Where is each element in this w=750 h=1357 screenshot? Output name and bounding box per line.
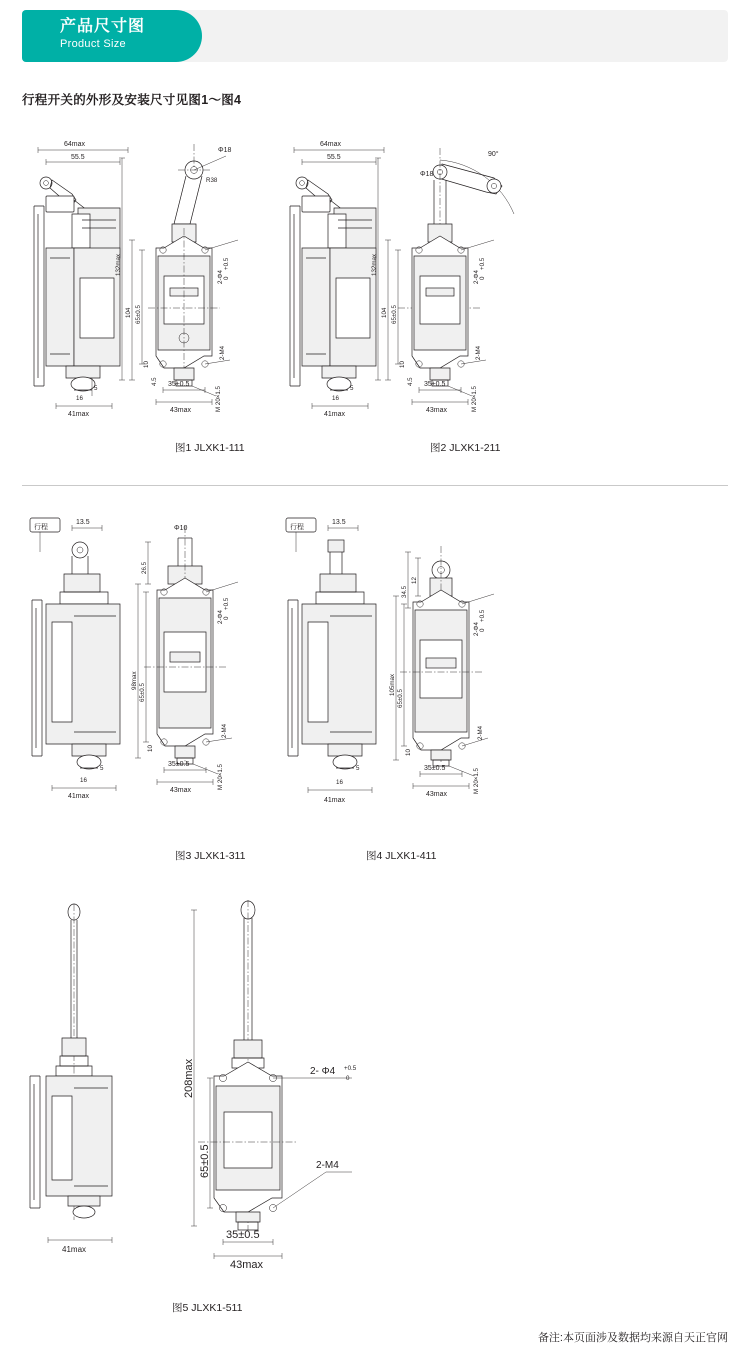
- svg-text:104: 104: [125, 307, 132, 318]
- intro-text: 行程开关的外形及安装尺寸见图1～图4: [22, 93, 242, 107]
- svg-text:41max: 41max: [68, 411, 90, 418]
- header-title-cn: 产品尺寸图: [60, 18, 146, 35]
- svg-text:65±0.5: 65±0.5: [135, 305, 142, 324]
- svg-text:10: 10: [399, 361, 406, 368]
- svg-text:13.5: 13.5: [332, 519, 346, 526]
- svg-text:+0.5: +0.5: [223, 597, 230, 610]
- svg-text:132max: 132max: [115, 253, 122, 276]
- svg-text:2-Φ4: 2-Φ4: [473, 270, 480, 284]
- svg-text:34.5: 34.5: [401, 585, 408, 598]
- figure-2-caption: 图2 JLXK1-211: [430, 442, 501, 454]
- svg-text:43max: 43max: [426, 407, 448, 414]
- svg-text:43max: 43max: [230, 1259, 264, 1271]
- svg-text:65±0.5: 65±0.5: [199, 1144, 211, 1178]
- svg-text:41max: 41max: [324, 411, 346, 418]
- svg-text:55.5: 55.5: [327, 154, 341, 161]
- svg-text:90°: 90°: [488, 151, 499, 158]
- svg-text:13.5: 13.5: [76, 519, 90, 526]
- svg-text:行程: 行程: [290, 524, 304, 531]
- svg-text:行程: 行程: [34, 524, 48, 531]
- svg-text:0: 0: [223, 616, 230, 620]
- header-title-en: Product Size: [60, 38, 126, 50]
- svg-text:10: 10: [405, 749, 412, 756]
- svg-text:16: 16: [76, 395, 83, 402]
- svg-text:R38: R38: [206, 177, 218, 184]
- svg-text:0: 0: [479, 628, 486, 632]
- svg-text:16: 16: [80, 777, 87, 784]
- svg-text:16: 16: [332, 395, 339, 402]
- svg-text:M 20×1.5: M 20×1.5: [471, 386, 478, 412]
- svg-text:16: 16: [336, 779, 343, 786]
- svg-text:64max: 64max: [320, 141, 342, 148]
- svg-text:2-M4: 2-M4: [477, 725, 484, 740]
- svg-text:35±0.5: 35±0.5: [424, 381, 446, 388]
- svg-text:Φ18: Φ18: [218, 147, 232, 154]
- figure-5-drawing: [16, 890, 436, 1310]
- svg-text:65±0.5: 65±0.5: [139, 683, 146, 702]
- page-footnote: 备注:本页面涉及数据均来源自天正官网: [537, 1332, 728, 1344]
- svg-text:10: 10: [147, 745, 154, 752]
- svg-text:208max: 208max: [183, 1058, 195, 1098]
- svg-text:M 20×1.5: M 20×1.5: [473, 768, 480, 794]
- svg-text:35±0.5: 35±0.5: [168, 761, 190, 768]
- svg-text:2-Φ4: 2-Φ4: [217, 610, 224, 624]
- svg-text:Φ10: Φ10: [174, 525, 188, 532]
- svg-text:35±0.5: 35±0.5: [168, 381, 190, 388]
- figure-4-caption: 图4 JLXK1-411: [366, 850, 437, 862]
- figure-3-drawing: [16, 512, 316, 842]
- svg-text:41max: 41max: [324, 797, 346, 804]
- svg-text:43max: 43max: [426, 791, 448, 798]
- svg-text:2-Φ4: 2-Φ4: [473, 622, 480, 636]
- svg-text:41max: 41max: [62, 1245, 87, 1254]
- svg-text:65±0.5: 65±0.5: [391, 305, 398, 324]
- svg-text:64max: 64max: [64, 141, 86, 148]
- figure-3-caption: 图3 JLXK1-311: [175, 850, 246, 862]
- svg-text:2-M4: 2-M4: [475, 345, 482, 360]
- svg-text:105max: 105max: [389, 673, 396, 696]
- svg-text:104: 104: [381, 307, 388, 318]
- svg-text:Φ18: Φ18: [420, 171, 434, 178]
- svg-text:65±0.5: 65±0.5: [397, 689, 404, 708]
- svg-text:5: 5: [100, 765, 104, 772]
- svg-text:2-M4: 2-M4: [219, 345, 226, 360]
- svg-text:0: 0: [346, 1075, 350, 1082]
- svg-text:5: 5: [356, 765, 360, 772]
- svg-text:2- Φ4: 2- Φ4: [310, 1066, 336, 1077]
- svg-text:2-Φ4: 2-Φ4: [217, 270, 224, 284]
- figure-1-drawing: [16, 128, 316, 428]
- svg-text:M 20×1.5: M 20×1.5: [217, 764, 224, 790]
- svg-text:0: 0: [479, 276, 486, 280]
- svg-text:12: 12: [411, 577, 418, 584]
- svg-text:+0.5: +0.5: [479, 257, 486, 270]
- svg-text:41max: 41max: [68, 793, 90, 800]
- svg-text:0: 0: [223, 276, 230, 280]
- svg-text:2-M4: 2-M4: [316, 1160, 339, 1171]
- svg-text:4.5: 4.5: [151, 377, 158, 386]
- svg-text:35±0.5: 35±0.5: [424, 765, 446, 772]
- svg-text:2-M4: 2-M4: [221, 723, 228, 738]
- svg-text:132max: 132max: [371, 253, 378, 276]
- svg-text:+0.5: +0.5: [344, 1065, 357, 1072]
- svg-text:10: 10: [143, 361, 150, 368]
- svg-text:98max: 98max: [131, 671, 138, 690]
- svg-text:M 20×1.5: M 20×1.5: [215, 386, 222, 412]
- svg-text:26.5: 26.5: [141, 561, 148, 574]
- svg-text:35±0.5: 35±0.5: [226, 1229, 260, 1241]
- svg-text:+0.5: +0.5: [223, 257, 230, 270]
- svg-text:43max: 43max: [170, 407, 192, 414]
- figure-4-drawing: [272, 512, 572, 842]
- svg-text:5: 5: [350, 385, 354, 392]
- figure-5-caption: 图5 JLXK1-511: [172, 1302, 243, 1314]
- figure-1-caption: 图1 JLXK1-111: [175, 442, 245, 454]
- svg-text:55.5: 55.5: [71, 154, 85, 161]
- svg-text:4.5: 4.5: [407, 377, 414, 386]
- svg-text:43max: 43max: [170, 787, 192, 794]
- svg-text:5: 5: [94, 385, 98, 392]
- svg-text:+0.5: +0.5: [479, 609, 486, 622]
- figure-2-drawing: [272, 128, 572, 428]
